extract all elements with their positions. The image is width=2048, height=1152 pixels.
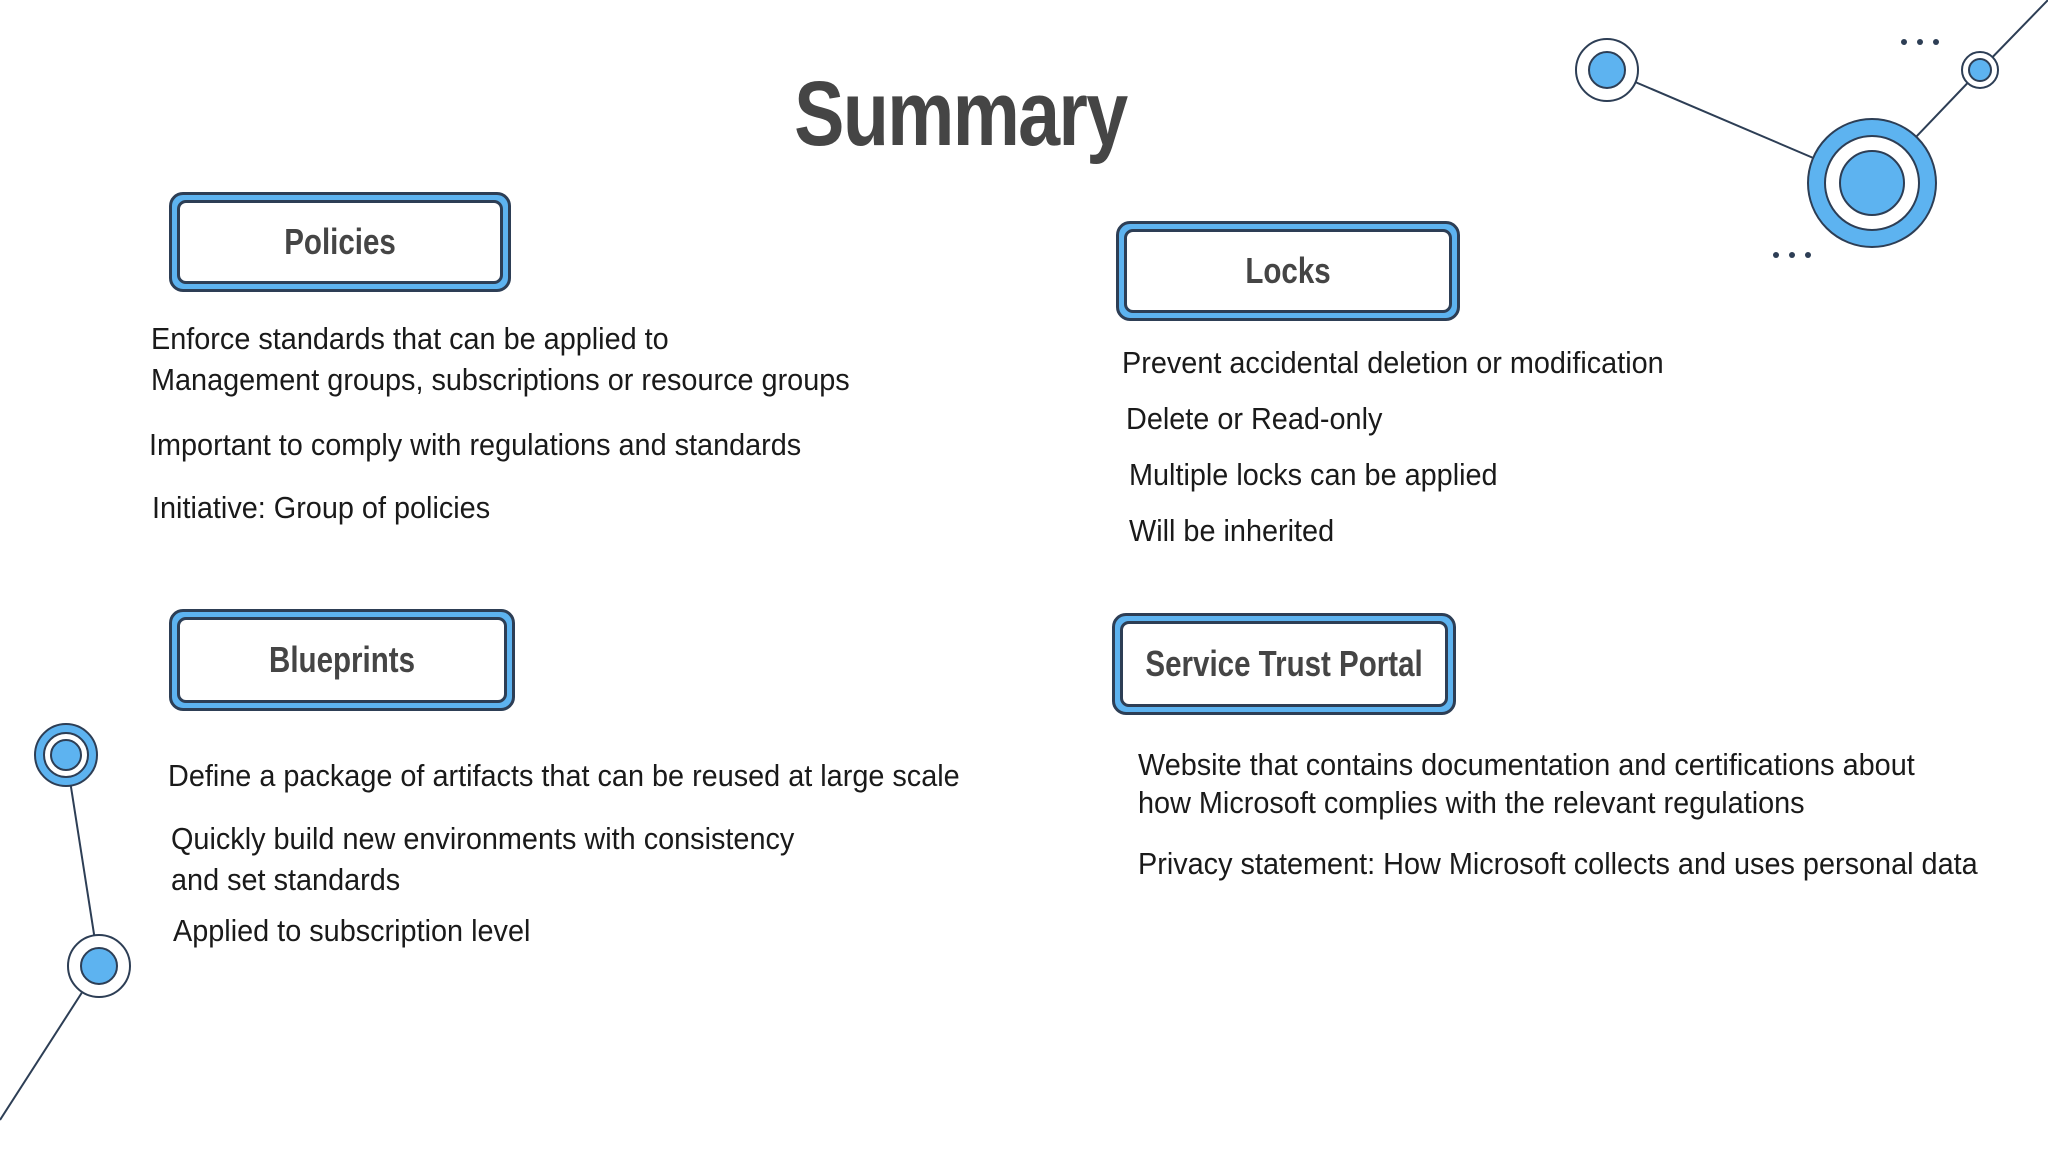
policies-point-3 (152, 487, 490, 528)
locks-point-1-line-1: Prevent accidental deletion or modification (1122, 345, 1664, 380)
slide-title: Summary (794, 63, 1127, 165)
blueprints-point-1 (168, 755, 960, 796)
blueprints-point-2-line-1: Quickly build new environments with consistency (171, 821, 795, 856)
policies-point-2 (149, 424, 801, 465)
blueprints-point-3-line-1: Applied to subscription level (173, 913, 531, 948)
service-trust-portal-heading-box (1112, 613, 1456, 715)
node-circle-icon (1808, 119, 1936, 247)
service-trust-portal-point-1-line-1: Website that contains documentation and certifications about (1138, 747, 1915, 782)
locks-point-3 (1129, 454, 1498, 495)
blueprints-point-2-line-2: and set standards (171, 862, 401, 897)
ellipsis-dots-icon (1901, 39, 1939, 45)
service-trust-portal-point-1 (1138, 746, 1915, 822)
blueprints-point-3 (173, 910, 530, 951)
service-trust-portal-point-2-line-1: Privacy statement: How Microsoft collects and uses personal data (1138, 846, 1978, 881)
node-circle-icon (68, 935, 130, 997)
blueprints-point-1-line-1: Define a package of artifacts that can be reused at large scale (168, 758, 960, 793)
service-trust-portal-heading: Service Trust Portal (1145, 643, 1423, 684)
blueprints-point-2 (171, 818, 794, 900)
policies-point-2-line-1: Important to comply with regulations and standards (149, 427, 802, 462)
policies-heading-box (169, 192, 511, 292)
blueprints-heading-box (169, 609, 515, 711)
locks-point-2-line-1: Delete or Read-only (1126, 401, 1383, 436)
policies-point-1-line-1: Enforce standards that can be applied to (151, 321, 669, 356)
policies-point-1 (151, 318, 850, 400)
blueprints-heading-frame (177, 617, 507, 703)
bottom-left-network (0, 724, 130, 1120)
locks-point-4-line-1: Will be inherited (1129, 513, 1335, 548)
policies-heading-frame (177, 200, 503, 284)
ellipsis-dots-icon (1773, 252, 1811, 258)
locks-point-2 (1126, 398, 1382, 439)
node-circle-icon (1962, 52, 1998, 88)
policies-point-1-line-2: Management groups, subscriptions or resource groups (151, 362, 850, 397)
service-trust-portal-point-2 (1138, 843, 1978, 884)
locks-heading-frame (1124, 229, 1452, 313)
locks-point-4 (1129, 510, 1334, 551)
locks-point-3-line-1: Multiple locks can be applied (1129, 457, 1498, 492)
locks-heading-box (1116, 221, 1460, 321)
policies-point-3-line-1: Initiative: Group of policies (152, 490, 491, 525)
node-circle-icon (35, 724, 97, 786)
locks-point-1 (1122, 342, 1664, 383)
service-trust-portal-point-1-line-2: how Microsoft complies with the relevant regulations (1138, 785, 1805, 820)
service-trust-portal-heading-frame (1120, 621, 1448, 707)
locks-heading: Locks (1245, 250, 1331, 291)
policies-heading: Policies (284, 221, 396, 262)
blueprints-heading: Blueprints (269, 639, 415, 680)
